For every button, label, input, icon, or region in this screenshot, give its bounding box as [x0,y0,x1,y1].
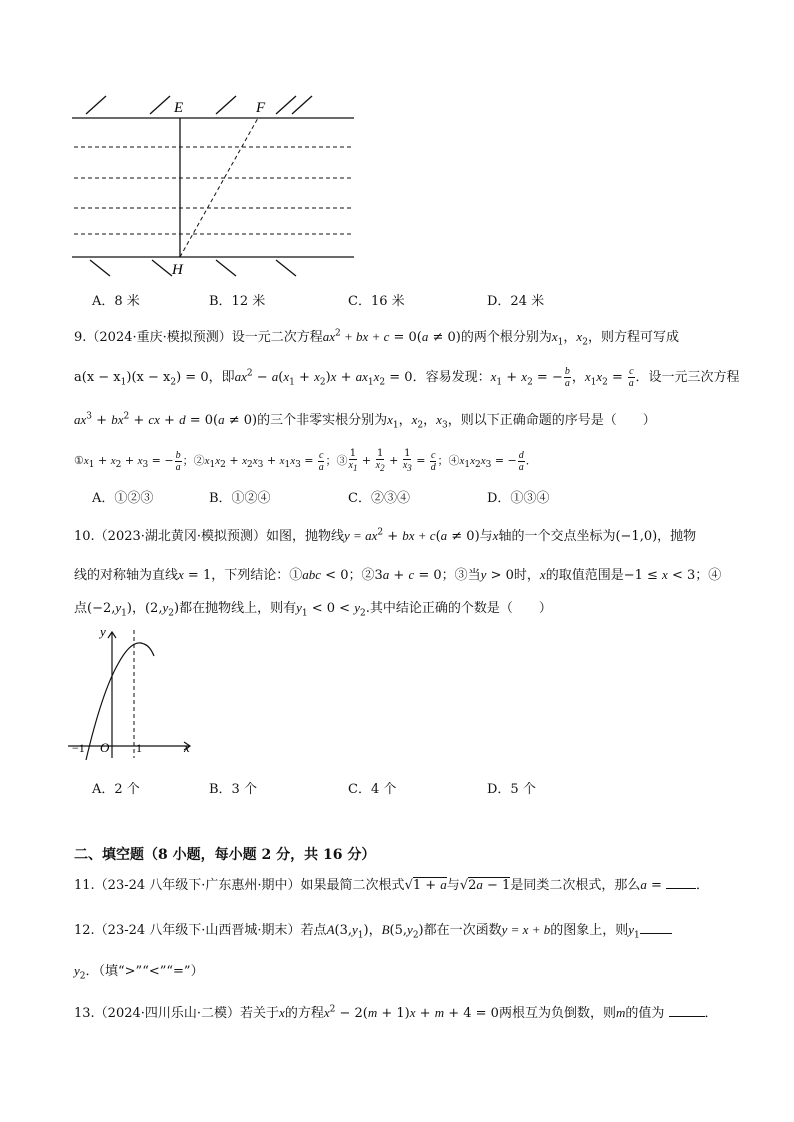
q8-option-a: A．8 米 [92,294,140,309]
q9-option-d: D．①③④ [487,491,550,506]
q10-option-c: C．4 个 [348,782,397,797]
q10-line3: 点$(-2,y_1)$，$(2,y_2)$都在抛物线上，则有$y_1 < 0 < y_2$.其中结论正确的个数是（ ） [74,600,552,619]
q9-line3: $ax^3 + bx^2$ + cx + d = 0(a ≠ 0)的三个非零实根分别为$x_1$，$x_2$，$x_3$，则以下正确命题的序号是（ ） [74,411,656,431]
river-figure [68,92,358,278]
label-neg1: −1 [72,741,85,755]
q10-option-a: A．2 个 [92,782,140,797]
q12-line1: 12.（23-24 八年级下·山西晋城·期末）若点$A(3,y_1)$，$B(5,y_2)$都在一次函数y = x + b的图象上，则$y_1$ [74,919,672,941]
label-f: F [256,100,266,116]
parabola-figure [68,622,198,762]
q11: 11.（23-24 八年级下·广东惠州·期中）如果最简二次根式√1 + a与√2a − 1是同类二次根式，那么a = ． [74,877,710,893]
q8-option-d: D．24 米 [487,294,545,309]
label-y: y [100,624,106,639]
q9-option-c: C．②③④ [348,491,410,506]
q10-line2: 线的对称轴为直线x = 1，下列结论：①abc < 0；②3a + c = 0；③当y > 0时，x的取值范围是−1 ≤ x < 3；④ [74,567,722,583]
label-one: 1 [136,741,142,755]
q10-option-b: B．3 个 [209,782,257,797]
q9-line2: $a(x - x_1)(x - x_2) = 0$，即$ax^2 - a(x_1 + x_2)x + ax_1x_2 = 0$．容易发现：$x_1 + x_2$ = − $\frac{b}{a}$ ，$x_1x_2$ = $\frac{c}{a}$ ．设一元三次方程 [74,366,740,389]
q9-option-a: A．①②③ [92,491,154,506]
q8-option-c: C．16 米 [348,294,405,309]
q13: 13.（2024·四川乐山·二模）若关于x的方程$x^2 - 2(m + 1)x + m + 4 = 0$两根互为负倒数，则m的值为 ． [74,1004,718,1021]
label-x: x [184,740,190,755]
label-origin: O [100,740,110,755]
q8-option-b: B．12 米 [209,294,266,309]
q9-line1: 9.（2024·重庆·模拟预测）设一元二次方程$ax^2$ + bx + c = 0(a ≠ 0)的两个根分别为$x_1$，$x_2$，则方程可写成 [74,328,679,348]
q12-line2: $y_2$．（填“>”“<”“=”） [74,963,204,982]
label-h: H [172,262,183,278]
q9-statements: $①x_1 + x_2 + x_3$ = − $\frac{b}{a}$ ；$②x_1x_2 + x_2x_3 + x_1x_3$ = $\frac{c}{a}$ ；③ $\frac{1}{x_1}$ + $\frac{1}{x_2}$ + $\frac{1}{x_3}$ = $\frac{c}{d}$ ；$④x_1x_2x_3$ = − $\frac{d}{a}$ ． [74,448,537,473]
section-heading: 二、填空题（8 小题，每小题 2 分，共 16 分） [74,847,376,863]
label-e: E [174,100,184,116]
q10-option-d: D．5 个 [487,782,536,797]
q10-line1: 10.（2023·湖北黄冈·模拟预测）如图，抛物线$y = ax^2$ + bx + c(a ≠ 0)与x轴的一个交点坐标为(−1,0)，抛物 [74,527,697,544]
q9-option-b: B．①②④ [209,491,271,506]
